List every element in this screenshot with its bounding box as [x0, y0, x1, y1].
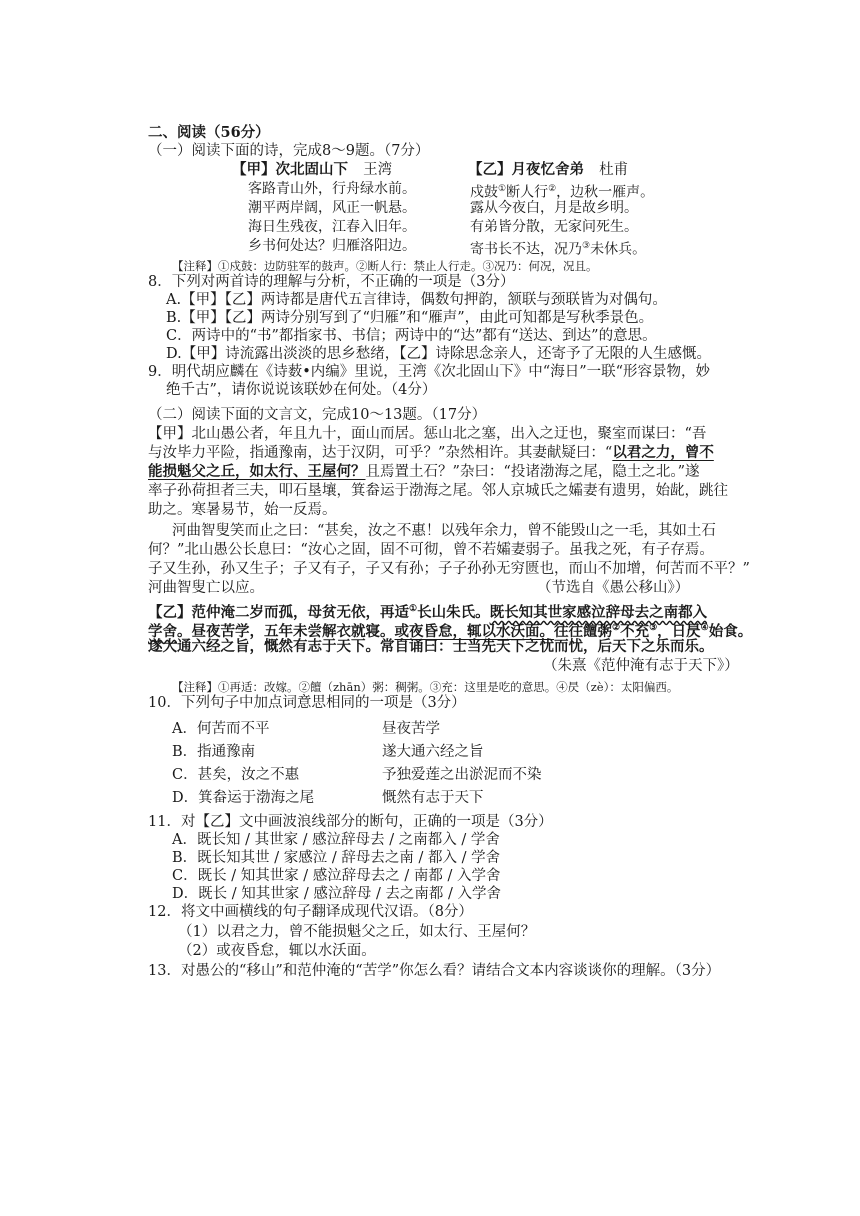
q8-option: B.【甲】【乙】两诗分别写到了“归雁”和“雁声”，由此可知都是写秋季景色。 — [166, 310, 654, 326]
q10-option-pair: 昼夜苦学 — [382, 721, 440, 737]
q10-option: C．甚矣，汝之不惠 — [172, 767, 300, 783]
q10-option: D．箕畚运于渤海之尾 — [172, 790, 315, 806]
text-a-line: 与汝毕力平险，指通豫南，达于汉阴，可乎？”杂然相许。其妻献疑曰：“以君之力，曾不 — [148, 444, 714, 461]
text-a-line: 能损魁父之丘，如太行、王屋何？且焉置土石？”杂曰：“投诸渤海之尾，隐土之北。”遂 — [148, 463, 700, 480]
text-a-line: 何？”北山愚公长息曰：“汝心之固，固不可彻，曾不若孀妻弱子。虽我之死，有子存焉。 — [148, 542, 714, 558]
poem-b-line: 寄书长不达，况乃③未休兵。 — [470, 241, 647, 258]
text-b-line: 遂大通六经之旨，慨然有志于天下。常自诵曰：士当先天下之忧而忧，后天下之乐而乐。 — [148, 638, 714, 655]
q11-option: D．既长 / 知其世家 / 感泣辞母 / 去之南都 / 入学舍 — [172, 886, 502, 902]
q10-option: A．何苦而不平 — [172, 721, 270, 737]
q13-stem: 13．对愚公的“移山”和范仲淹的“苦学”你怎么看？请结合文本内容谈谈你的理解。（3分） — [148, 963, 721, 979]
poem-b-line: 戍鼓①断人行②，边秋一雁声。 — [470, 184, 655, 201]
poem-a-line: 潮平两岸阔，风正一帆悬。 — [248, 200, 416, 216]
poem-a-title: 【甲】次北固山下 王湾 — [232, 161, 393, 178]
underlined-sentence: 以君之力，曾不 — [612, 444, 714, 461]
wavy-underlined-text: 既长知其世家感泣辞母去之南都入 — [489, 603, 708, 621]
text-b-source: （朱熹《范仲淹有志于天下》） — [543, 658, 739, 674]
poem-b-title: 【乙】月夜忆舍弟 杜甫 — [468, 161, 629, 178]
text-a-line: 河曲智叟笑而止之曰：“甚矣，汝之不惠！以残年余力，曾不能毁山之一毛，其如土石 — [172, 523, 716, 539]
wavy-underlined-text: 学舍 — [148, 622, 177, 640]
text-a-line: 率子孙荷担者三夫，叩石垦壤，箕畚运于渤海之尾。邻人京城氏之孀妻有遗男，始龀，跳往 — [148, 483, 728, 499]
q8-option: D.【甲】诗流露出淡淡的思乡愁绪，【乙】诗除思念亲人，还寄予了无限的人生感慨。 — [166, 346, 711, 362]
q11-stem: 11．对【乙】文中画波浪线部分的断句，正确的一项是（3分） — [148, 814, 553, 830]
text-note: 【注释】①再适：改嫁。②饘（zhān）粥：稠粥。③充：这里是吃的意思。④昃（zè）：太阳偏西。 — [172, 680, 679, 694]
q10-option-pair: 遂大通六经之旨 — [382, 744, 484, 760]
q10-option: B．指通豫南 — [172, 744, 256, 760]
text-a-line: 子又生孙，孙又生子；子又有子，子又有孙；子子孙孙无穷匮也，而山不加增，何苦而不平？” — [148, 561, 750, 577]
q9-line: 绝千古”，请你说说该联妙在何处。（4分） — [166, 382, 437, 398]
poem-b-line: 有弟皆分散，无家问死生。 — [470, 219, 638, 235]
part2-heading: （二）阅读下面的文言文，完成10～13题。（17分） — [148, 407, 487, 423]
q12-item: （2）或夜昏怠，辄以水沃面。 — [178, 943, 376, 959]
poem-a-line: 乡书何处达？归雁洛阳边。 — [248, 238, 416, 254]
q10-stem: 10．下列句子中加点词意思相同的一项是（3分） — [148, 695, 466, 711]
q11-option: C．既长 / 知其世家 / 感泣辞母去之 / 南都 / 入学舍 — [172, 868, 501, 884]
q11-option: B．既长知其世 / 家感泣 / 辞母去之南 / 都入 / 学舍 — [172, 850, 501, 866]
q10-option-pair: 予独爱莲之出淤泥而不染 — [382, 767, 542, 783]
q12-item: （1）以君之力，曾不能损魁父之丘，如太行、王屋何？ — [178, 924, 536, 940]
section-title: 二、阅读（56分） — [148, 124, 270, 141]
poem-note: 【注释】①戍鼓：边防驻军的鼓声。②断人行：禁止人行走。③况乃：何况，况且。 — [172, 259, 598, 273]
text-b-line: 【乙】范仲淹二岁而孤，母贫无依，再适①长山朱氏。既长知其世家感泣辞母去之南都入 — [148, 603, 708, 621]
text-a-source: （节选自《愚公移山》） — [537, 580, 690, 596]
poem-b-line: 露从今夜白，月是故乡明。 — [470, 200, 638, 216]
q10-option-pair: 慨然有志于天下 — [382, 790, 484, 806]
q9-line: 9．明代胡应麟在《诗薮•内编》里说，王湾《次北固山下》中“海日”一联“形容景物，妙 — [148, 364, 711, 380]
text-a-line: 【甲】北山愚公者，年且九十，面山而居。惩山北之塞，出入之迂也，聚室而谋曰：“吾 — [148, 426, 707, 442]
part1-heading: （一）阅读下面的诗，完成8～9题。（7分） — [148, 143, 430, 159]
q8-stem: 8．下列对两首诗的理解与分析，不正确的一项是（3分） — [148, 274, 515, 290]
poem-a-line: 客路青山外，行舟绿水前。 — [248, 181, 416, 197]
poem-a-line: 海日生残夜，江春入旧年。 — [248, 219, 416, 235]
underlined-sentence: 能损魁父之丘，如太行、王屋何？ — [148, 463, 366, 480]
text-a-line: 河曲智叟亡以应。 — [148, 580, 264, 596]
q8-option: C．两诗中的“书”都指家书、书信；两诗中的“达”都有“送达、到达”的意思。 — [166, 328, 657, 344]
q11-option: A．既长知 / 其世家 / 感泣辞母去 / 之南都入 / 学舍 — [172, 832, 500, 848]
underlined-sentence: 或夜昏怠，辄以水沃面。 — [394, 622, 554, 640]
text-a-line: 助之。寒暑易节，始一反焉。 — [148, 502, 337, 518]
q8-option: A.【甲】【乙】两诗都是唐代五言律诗，偶数句押韵，颔联与颈联皆为对偶句。 — [166, 292, 667, 308]
text-b-line: 学舍。昼夜苦学，五年未尝解衣就寝。或夜昏怠，辄以水沃面。往往饘粥②不充③，日昃④始食。 — [148, 622, 753, 640]
q12-stem: 12．将文中画横线的句子翻译成现代汉语。（8分） — [148, 904, 473, 920]
